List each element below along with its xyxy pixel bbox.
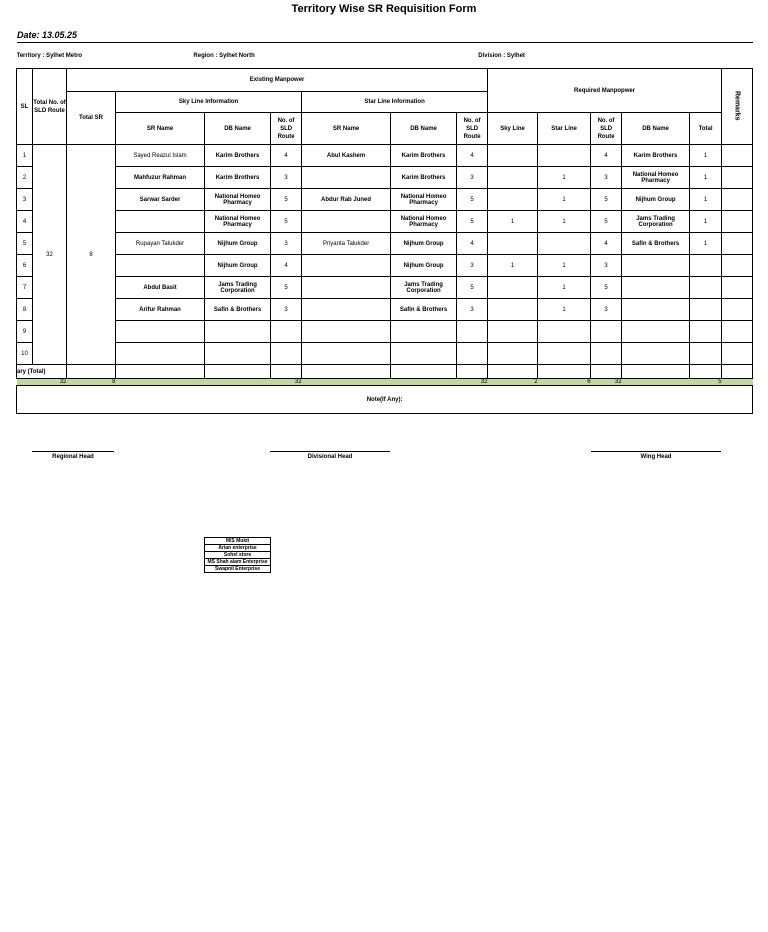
req-sky-cell: 1 — [488, 211, 538, 233]
remarks-cell — [722, 145, 753, 167]
sky-sld-cell: 5 — [271, 189, 302, 211]
req-db-name-cell: Safin & Brothers — [622, 233, 690, 255]
req-db-name-cell — [622, 255, 690, 277]
territory-label — [17, 43, 271, 69]
star-sld-cell: 3 — [457, 255, 488, 277]
star-sr-name-cell — [302, 321, 391, 343]
division-label — [271, 43, 753, 69]
regional-head-signature: Regional Head — [32, 451, 114, 460]
req-sld-cell: 3 — [591, 255, 622, 277]
remarks-cell — [722, 211, 753, 233]
total-req-total-value: 5 — [690, 379, 722, 386]
sl-cell: 10 — [17, 343, 33, 365]
sky-sr-name-cell: Abdul Basit — [116, 277, 205, 299]
sl-header: SL — [17, 69, 33, 145]
total-cell — [17, 379, 33, 386]
sky-db-name-cell: Jams Trading Corporation — [205, 277, 271, 299]
mini-list-row — [205, 545, 271, 552]
merged-total-sld: 32 — [33, 145, 67, 365]
req-sky-cell — [488, 233, 538, 255]
mini-list — [204, 537, 271, 573]
total-sld-header: Total No. of SLD Route — [33, 69, 67, 145]
summary-cell — [457, 365, 488, 379]
summary-cell — [591, 365, 622, 379]
table-row — [17, 277, 753, 299]
req-db-name-cell — [622, 277, 690, 299]
star-db-name-cell: Safin & Brothers — [391, 299, 457, 321]
req-total-cell: 1 — [690, 145, 722, 167]
summary-cell — [116, 365, 205, 379]
req-total-header: Total — [690, 113, 722, 145]
sky-sr-name-cell — [116, 255, 205, 277]
total-sky-sld-value: 32 — [271, 379, 302, 386]
star-sld-cell: 3 — [457, 299, 488, 321]
remarks-text: Remarks — [733, 90, 741, 121]
sky-db-name-cell: Karim Brothers — [205, 167, 271, 189]
required-manpower-header: Required Manpopwer — [488, 69, 722, 113]
sl-cell: 1 — [17, 145, 33, 167]
req-star-cell: 1 — [538, 167, 591, 189]
territory-text: Territory : Sylhet Metro — [16, 52, 83, 59]
total-req-sky-value: 2 — [488, 379, 538, 386]
star-sld-cell: 3 — [457, 167, 488, 189]
req-db-name-cell: Jams Trading Corporation — [622, 211, 690, 233]
merged-total-sr: 8 — [67, 145, 116, 365]
star-sr-name-cell — [302, 167, 391, 189]
star-db-name-cell: Jams Trading Corporation — [391, 277, 457, 299]
req-sld-cell: 4 — [591, 233, 622, 255]
region-text: Region : Sylhet North — [193, 52, 255, 59]
remarks-cell — [722, 233, 753, 255]
star-db-name-header: DB Name — [391, 113, 457, 145]
req-db-name-cell — [622, 299, 690, 321]
sky-sld-cell: 5 — [271, 211, 302, 233]
star-db-name-cell: Karim Brothers — [391, 145, 457, 167]
star-line-info-header: Star Line Information — [302, 92, 488, 113]
mini-list-item: Swapnil Enterprise — [205, 566, 271, 573]
total-cell — [722, 379, 753, 386]
mini-list-row — [205, 552, 271, 559]
summary-label: ary (Total) — [17, 365, 67, 379]
table-row — [17, 321, 753, 343]
divisional-head-signature: Divisional Head — [270, 451, 390, 460]
mini-list-item: MS Shah alam Enterprise — [205, 559, 271, 566]
sky-line-info-header: Sky Line Information — [116, 92, 302, 113]
req-sky-cell — [488, 277, 538, 299]
requisition-table — [16, 42, 753, 414]
req-sky-cell — [488, 189, 538, 211]
table-row — [17, 211, 753, 233]
req-sld-cell: 4 — [591, 145, 622, 167]
star-sr-name-cell — [302, 211, 391, 233]
req-db-name-cell: National Homeo Pharmacy — [622, 167, 690, 189]
star-sld-cell — [457, 321, 488, 343]
req-total-cell: 1 — [690, 189, 722, 211]
wing-head-signature: Wing Head — [591, 451, 721, 460]
sky-sr-name-header: SR Name — [116, 113, 205, 145]
table-row — [17, 343, 753, 365]
sl-cell: 5 — [17, 233, 33, 255]
sky-sld-cell: 4 — [271, 255, 302, 277]
req-db-name-cell — [622, 343, 690, 365]
req-total-cell — [690, 255, 722, 277]
total-req-star-value: 6 — [538, 379, 591, 386]
req-sld-cell: 5 — [591, 189, 622, 211]
existing-manpower-header: Existing Manpower — [67, 69, 488, 92]
sl-cell: 8 — [17, 299, 33, 321]
sky-sld-cell: 3 — [271, 167, 302, 189]
sky-sr-name-cell: Arifur Rahman — [116, 299, 205, 321]
sky-db-name-cell: Safin & Brothers — [205, 299, 271, 321]
note-cell — [17, 386, 753, 414]
req-sld-cell — [591, 321, 622, 343]
remarks-cell — [722, 343, 753, 365]
req-sld-cell: 5 — [591, 277, 622, 299]
star-db-name-cell: Karim Brothers — [391, 167, 457, 189]
form-date: Date: 13.05.25 — [17, 30, 78, 40]
sky-db-name-cell: National Homeo Pharmacy — [205, 189, 271, 211]
star-sld-cell: 4 — [457, 233, 488, 255]
req-star-cell: 1 — [538, 255, 591, 277]
req-db-name-cell: Karim Brothers — [622, 145, 690, 167]
req-sld-cell — [591, 343, 622, 365]
sky-db-name-cell: National Homeo Pharmacy — [205, 211, 271, 233]
sky-sld-cell: 3 — [271, 233, 302, 255]
mini-list-item: Sohel store — [205, 552, 271, 559]
form-title: Territory Wise SR Requisition Form — [291, 3, 477, 15]
summary-cell — [205, 365, 271, 379]
table-row — [17, 145, 753, 167]
sky-sr-name-cell: Sayed Reazul Islam — [116, 145, 205, 167]
req-total-cell — [690, 321, 722, 343]
star-sr-name-cell — [302, 299, 391, 321]
sky-sr-name-cell — [116, 343, 205, 365]
remarks-header — [722, 69, 753, 145]
req-sky-cell — [488, 343, 538, 365]
remarks-cell — [722, 255, 753, 277]
sky-db-name-header: DB Name — [205, 113, 271, 145]
star-sr-name-cell — [302, 343, 391, 365]
table-row — [17, 233, 753, 255]
table-row — [17, 255, 753, 277]
mini-list-row — [205, 538, 271, 545]
sl-cell: 9 — [17, 321, 33, 343]
summary-cell — [622, 365, 690, 379]
req-star-cell — [538, 145, 591, 167]
summary-cell — [488, 365, 538, 379]
sky-db-name-cell — [205, 321, 271, 343]
note-text: Note(If Any): — [366, 396, 403, 403]
sl-cell: 6 — [17, 255, 33, 277]
summary-cell — [538, 365, 591, 379]
sky-sld-cell: 5 — [271, 277, 302, 299]
sky-sr-name-cell: Mahfuzur Rahman — [116, 167, 205, 189]
total-cell — [205, 379, 271, 386]
division-text: Division : Sylhet — [478, 52, 525, 59]
remarks-cell — [722, 189, 753, 211]
remarks-cell — [722, 167, 753, 189]
req-star-cell — [538, 321, 591, 343]
star-sr-name-cell: Abul Kashem — [302, 145, 391, 167]
star-sr-name-cell — [302, 277, 391, 299]
req-total-cell — [690, 277, 722, 299]
summary-cell — [391, 365, 457, 379]
star-sr-name-cell — [302, 255, 391, 277]
sl-cell: 4 — [17, 211, 33, 233]
star-sld-cell — [457, 343, 488, 365]
req-star-cell: 1 — [538, 189, 591, 211]
req-sky-line-header: Sky Line — [488, 113, 538, 145]
sky-sld-cell: 3 — [271, 299, 302, 321]
mini-list-item: M/S Mukti — [205, 538, 271, 545]
total-star-sld-value: 32 — [457, 379, 488, 386]
table-row — [17, 299, 753, 321]
sky-sld-cell — [271, 343, 302, 365]
table-row — [17, 189, 753, 211]
sky-sr-name-cell: Rupayan Talukder — [116, 233, 205, 255]
total-req-sld-value: 32 — [591, 379, 622, 386]
star-sr-name-cell: Abdur Rab Juned — [302, 189, 391, 211]
sky-db-name-cell: Nijhum Group — [205, 233, 271, 255]
total-cell — [622, 379, 690, 386]
star-db-name-cell: Nijhum Group — [391, 255, 457, 277]
sl-cell: 2 — [17, 167, 33, 189]
req-total-cell — [690, 343, 722, 365]
sl-cell: 3 — [17, 189, 33, 211]
remarks-cell — [722, 321, 753, 343]
sky-db-name-cell: Nijhum Group — [205, 255, 271, 277]
req-db-name-header: DB Name — [622, 113, 690, 145]
star-db-name-cell: National Homeo Pharmacy — [391, 211, 457, 233]
star-sr-name-cell: Priyanta Talukder — [302, 233, 391, 255]
req-sky-cell: 1 — [488, 255, 538, 277]
req-db-name-cell — [622, 321, 690, 343]
req-star-cell — [538, 343, 591, 365]
req-total-cell — [690, 299, 722, 321]
star-db-name-cell — [391, 343, 457, 365]
star-sld-cell: 5 — [457, 211, 488, 233]
req-star-line-header: Star Line — [538, 113, 591, 145]
sky-db-name-cell: Karim Brothers — [205, 145, 271, 167]
req-total-cell: 1 — [690, 233, 722, 255]
total-sld-value: 32 — [33, 379, 67, 386]
mini-list-item: Arian enterprise — [205, 545, 271, 552]
total-cell — [302, 379, 391, 386]
req-star-cell: 1 — [538, 211, 591, 233]
req-sky-cell — [488, 321, 538, 343]
star-sr-name-header: SR Name — [302, 113, 391, 145]
summary-cell — [690, 365, 722, 379]
req-total-cell: 1 — [690, 167, 722, 189]
req-sky-cell — [488, 145, 538, 167]
total-cell — [116, 379, 205, 386]
req-star-cell: 1 — [538, 277, 591, 299]
sky-sr-name-cell — [116, 321, 205, 343]
star-sld-header: No. of SLD Route — [457, 113, 488, 145]
req-star-cell: 1 — [538, 299, 591, 321]
req-sld-header: No. of SLD Route — [591, 113, 622, 145]
sky-sld-cell — [271, 321, 302, 343]
remarks-cell — [722, 299, 753, 321]
table-row — [17, 167, 753, 189]
total-sr-value: 8 — [67, 379, 116, 386]
sl-cell: 7 — [17, 277, 33, 299]
star-db-name-cell — [391, 321, 457, 343]
sky-sld-cell: 4 — [271, 145, 302, 167]
req-sld-cell: 5 — [591, 211, 622, 233]
mini-list-row — [205, 559, 271, 566]
req-total-cell: 1 — [690, 211, 722, 233]
total-sr-header: Total SR — [67, 92, 116, 145]
req-sld-cell: 3 — [591, 299, 622, 321]
req-sky-cell — [488, 167, 538, 189]
summary-cell — [67, 365, 116, 379]
star-sld-cell: 5 — [457, 189, 488, 211]
star-db-name-cell: National Homeo Pharmacy — [391, 189, 457, 211]
req-sky-cell — [488, 299, 538, 321]
sky-sld-header: No. of SLD Route — [271, 113, 302, 145]
star-sld-cell: 4 — [457, 145, 488, 167]
total-cell — [391, 379, 457, 386]
sky-sr-name-cell: Sarwar Sarder — [116, 189, 205, 211]
star-db-name-cell: Nijhum Group — [391, 233, 457, 255]
req-sld-cell: 3 — [591, 167, 622, 189]
sky-sr-name-cell — [116, 211, 205, 233]
remarks-cell — [722, 277, 753, 299]
sky-db-name-cell — [205, 343, 271, 365]
summary-cell — [302, 365, 391, 379]
req-star-cell — [538, 233, 591, 255]
summary-cell — [271, 365, 302, 379]
mini-list-row — [205, 566, 271, 573]
req-db-name-cell: Nijhum Group — [622, 189, 690, 211]
star-sld-cell: 5 — [457, 277, 488, 299]
summary-cell — [722, 365, 753, 379]
